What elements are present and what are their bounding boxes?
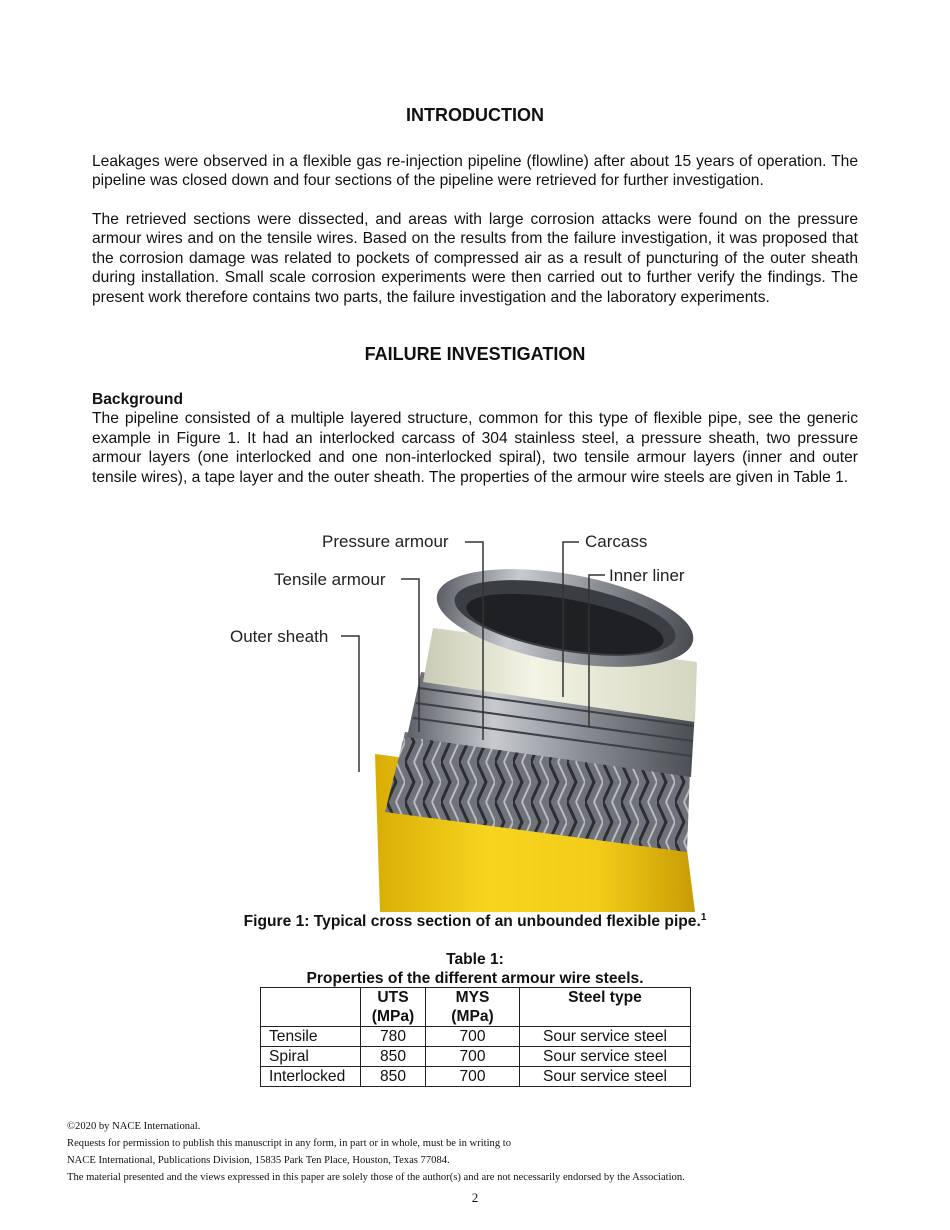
background-subheading: Background	[92, 391, 183, 408]
introduction-paragraph-2: The retrieved sections were dissected, and areas with large corrosion attacks were found on the pressure armour wires and on the tensile wires. Based on the results from the failure investigation, it was proposed that the corrosion damage was related to pockets of compressed air as a result of puncturing of the outer sheath during installation. Small scale corrosion experiments were then carried out to further verify the findings. The present work therefore contains two parts, the failure investigation and the laboratory experiments.	[92, 211, 858, 306]
introduction-paragraph-1: Leakages were observed in a flexible gas re-injection pipeline (flowline) after about 15 years of operation. The pipeline was closed down and four sections of the pipeline were retrieved for further investigation.	[92, 153, 858, 190]
disclaimer-line: The material presented and the views expressed in this paper are solely those of the author(s) and are not necessarily endorsed by the Association.	[67, 1172, 685, 1183]
failure-investigation-heading: FAILURE INVESTIGATION	[364, 344, 586, 364]
copyright-line: ©2020 by NACE International.	[67, 1121, 201, 1132]
table-cell: Spiral	[261, 1047, 361, 1067]
page-number: 2	[471, 1190, 479, 1205]
label-outer-sheath: Outer sheath	[230, 627, 329, 646]
label-inner-liner: Inner liner	[609, 566, 685, 585]
table-row	[261, 1027, 691, 1047]
table-title-line-1: Table 1:	[446, 951, 504, 968]
table-header-cell: Steel type	[520, 988, 691, 1027]
armour-properties-table	[260, 987, 691, 1087]
table-cell: Sour service steel	[520, 1027, 691, 1047]
table-cell: 700	[426, 1027, 520, 1047]
label-pressure-armour: Pressure armour	[322, 532, 449, 551]
address-line: NACE International, Publications Division, 15835 Park Ten Place, Houston, Texas 77084.	[67, 1155, 450, 1166]
table-header-cell	[261, 988, 361, 1027]
table-cell: 780	[361, 1027, 426, 1047]
background-section	[92, 390, 858, 487]
flexible-pipe-figure	[225, 522, 730, 912]
table-header-cell: MYS (MPa)	[426, 988, 520, 1027]
label-carcass: Carcass	[585, 532, 648, 551]
table-header-cell: UTS (MPa)	[361, 988, 426, 1027]
table-row	[261, 1067, 691, 1087]
label-tensile-armour: Tensile armour	[274, 570, 386, 589]
figure-caption-reference: 1	[700, 912, 707, 923]
table-cell: Tensile	[261, 1027, 361, 1047]
table-title-line-2: Properties of the different armour wire steels.	[306, 970, 644, 987]
introduction-heading: INTRODUCTION	[406, 105, 544, 125]
figure-caption	[0, 912, 950, 931]
table-cell: 850	[361, 1067, 426, 1087]
table-header-row	[261, 988, 691, 1027]
permission-line: Requests for permission to publish this manuscript in any form, in part or in whole, must be in writing to	[67, 1138, 512, 1149]
table-cell: Sour service steel	[520, 1047, 691, 1067]
table-cell: 700	[426, 1067, 520, 1087]
table-cell: 700	[426, 1047, 520, 1067]
table-row	[261, 1047, 691, 1067]
table-cell: Sour service steel	[520, 1067, 691, 1087]
table-cell: 850	[361, 1047, 426, 1067]
table-cell: Interlocked	[261, 1067, 361, 1087]
background-paragraph: The pipeline consisted of a multiple layered structure, common for this type of flexible pipe, see the generic example in Figure 1. It had an interlocked carcass of 304 stainless steel, a pressure sheath, two pressure armour layers (one interlocked and one non-interlocked spiral), two tensile armour layers (inner and outer tensile wires), a tape layer and the outer sheath. The properties of the armour wire steels are given in Table 1.	[92, 410, 858, 486]
figure-caption-text: Figure 1: Typical cross section of an unbounded flexible pipe.	[243, 913, 701, 931]
